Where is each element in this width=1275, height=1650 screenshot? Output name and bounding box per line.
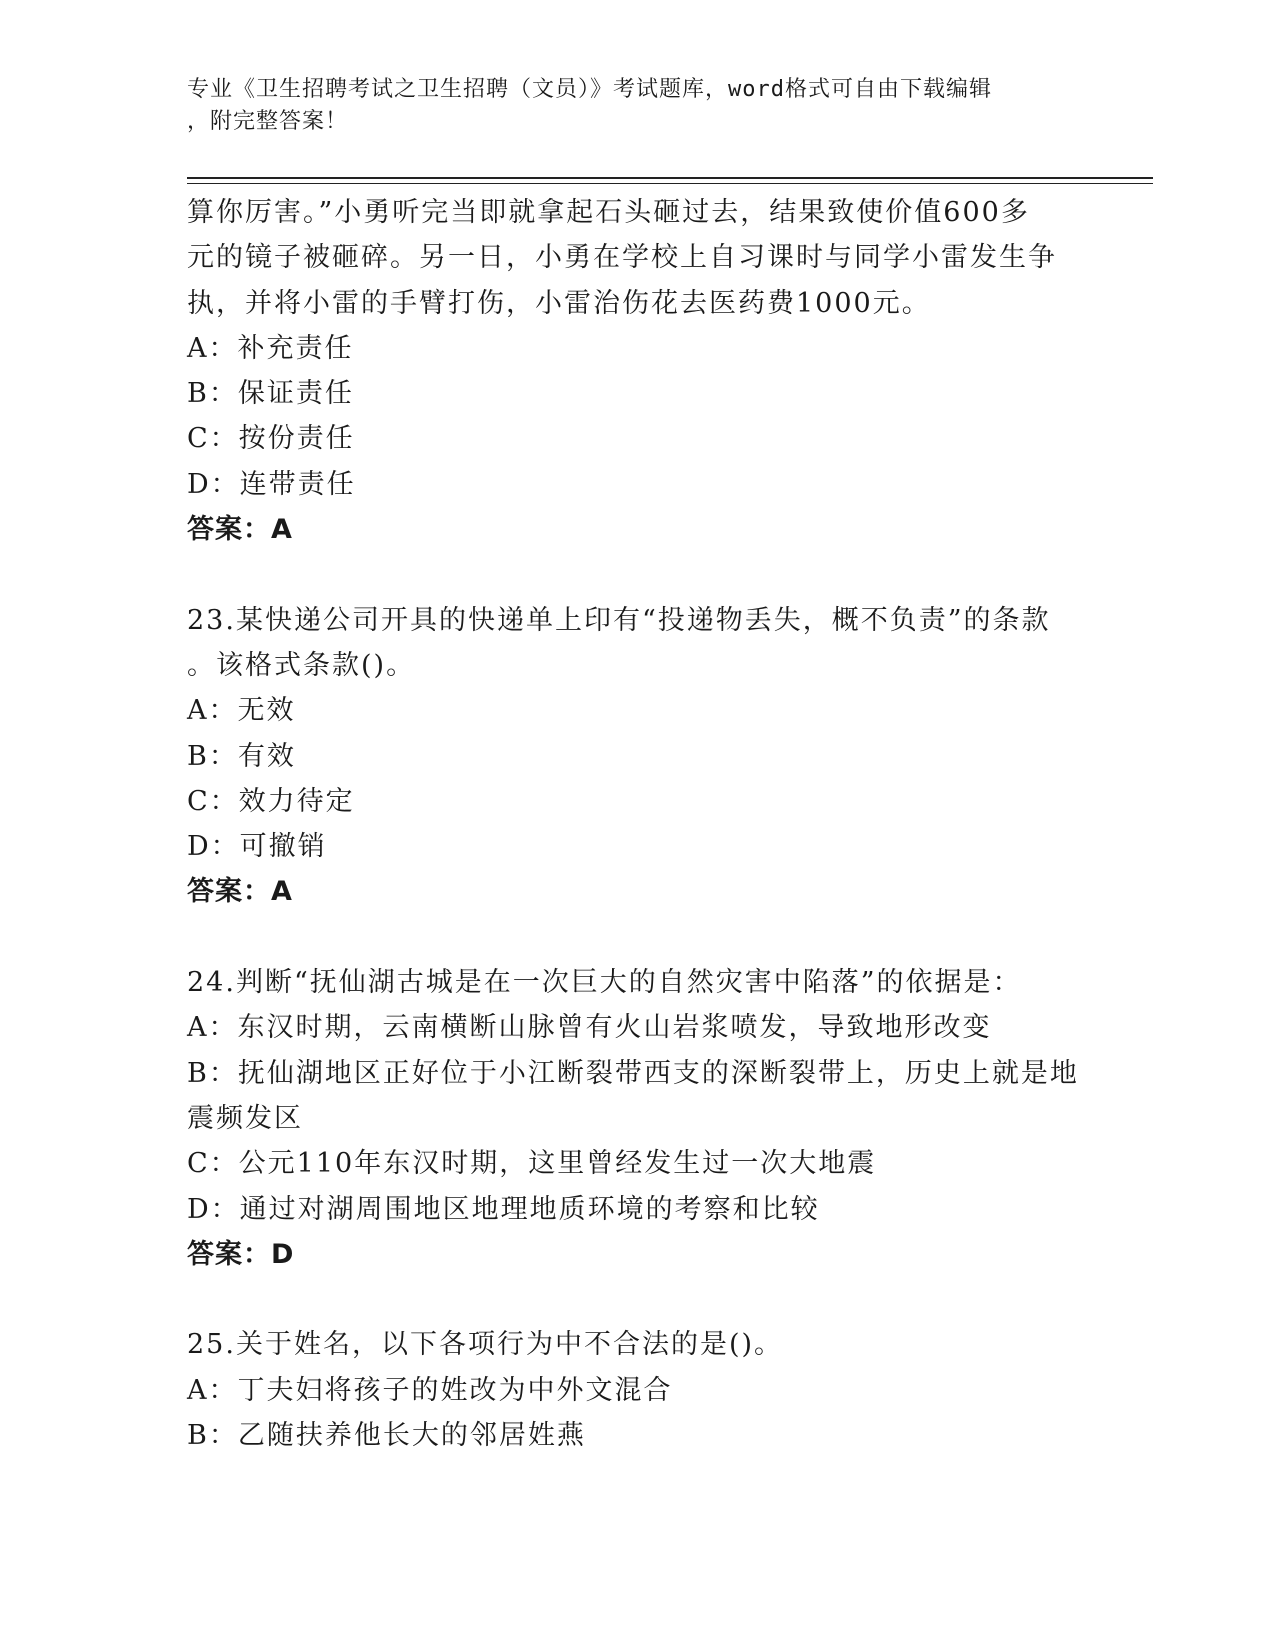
option-c: C：效力待定 xyxy=(187,785,355,817)
question-text: 元的镜子被砸碎。另一日，小勇在学校上自习课时与同学小雷发生争 xyxy=(187,242,1057,274)
question-24 xyxy=(187,960,1087,1277)
document-header xyxy=(187,74,1067,138)
option-a: A：丁夫妇将孩子的姓改为中外文混合 xyxy=(187,1374,673,1406)
spacer xyxy=(187,552,1087,597)
header-divider-thin xyxy=(187,183,1153,184)
question-text: 。该格式条款()。 xyxy=(187,649,416,681)
option-d: D：通过对湖周围地区地理地质环境的考察和比较 xyxy=(187,1193,820,1225)
option-b: B：有效 xyxy=(187,740,296,772)
header-line-1: 专业《卫生招聘考试之卫生招聘（文员）》考试题库，word格式可自由下载编辑 xyxy=(187,77,992,102)
question-text: 24.判断“抚仙湖古城是在一次巨大的自然灾害中陷落”的依据是： xyxy=(187,967,1022,999)
answer-label: 答案：D xyxy=(187,1238,295,1270)
option-c: C：按份责任 xyxy=(187,423,355,455)
question-list xyxy=(187,190,1087,1458)
option-b: B：保证责任 xyxy=(187,378,354,410)
spacer xyxy=(187,915,1087,960)
spacer xyxy=(187,1277,1087,1322)
option-a: A：补充责任 xyxy=(187,332,354,364)
question-25 xyxy=(187,1322,1087,1458)
header-line-2: ，附完整答案！ xyxy=(187,109,349,134)
option-b: B：抚仙湖地区正好位于小江断裂带西支的深断裂带上，历史上就是地 xyxy=(187,1057,1079,1089)
option-d: D：可撤销 xyxy=(187,831,327,863)
option-c: C：公元110年东汉时期，这里曾经发生过一次大地震 xyxy=(187,1148,877,1180)
option-d: D：连带责任 xyxy=(187,468,356,500)
option-a: A：东汉时期，云南横断山脉曾有火山岩浆喷发，导致地形改变 xyxy=(187,1012,992,1044)
question-text: 25.关于姓名，以下各项行为中不合法的是()。 xyxy=(187,1329,784,1361)
option-b-continued: 震频发区 xyxy=(187,1102,303,1134)
option-b: B：乙随扶养他长大的邻居姓燕 xyxy=(187,1420,586,1452)
question-text: 23.某快递公司开具的快递单上印有“投递物丢失，概不负责”的条款 xyxy=(187,604,1051,636)
question-23 xyxy=(187,598,1087,915)
question-text: 算你厉害。”小勇听完当即就拿起石头砸过去，结果致使价值600多 xyxy=(187,197,1030,228)
answer-label: 答案：A xyxy=(187,514,293,546)
question-text: 执，并将小雷的手臂打伤，小雷治伤花去医药费1000元。 xyxy=(187,287,931,319)
answer-label: 答案：A xyxy=(187,876,293,908)
option-a: A：无效 xyxy=(187,695,296,727)
question-22 xyxy=(187,190,1087,552)
header-divider-thick xyxy=(187,177,1153,179)
